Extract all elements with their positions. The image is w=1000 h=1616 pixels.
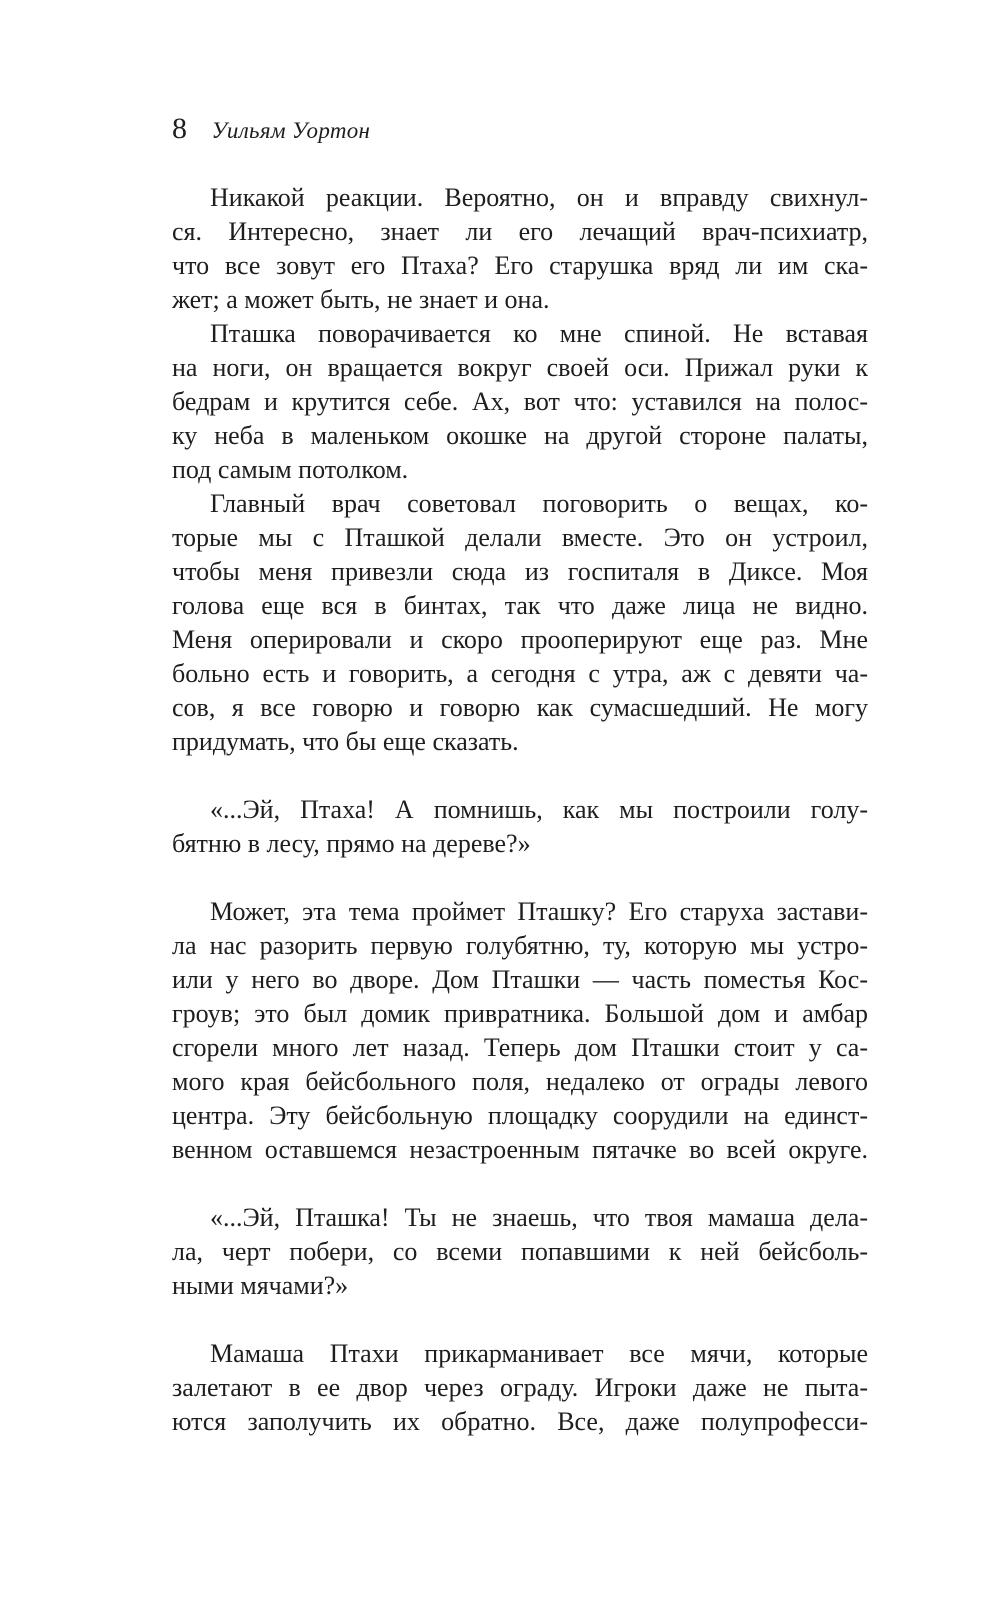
text-line: бедрам и крутится себе. Ах, вот что: уставился на полос- <box>172 387 868 416</box>
paragraph <box>172 487 868 759</box>
running-title: Уильям Уортон <box>211 118 371 143</box>
text-line: голова еще вся в бинтах, так что даже лица не видно. <box>172 591 868 620</box>
text-line: ку неба в маленьком окошке на другой стороне палаты, <box>172 421 868 450</box>
text-line: «...Эй, Птаха! А помнишь, как мы построили голу- <box>210 795 868 824</box>
text-line: что все зовут его Птаха? Его старушка вряд ли им ска- <box>172 251 868 280</box>
text-line: ла нас разорить первую голубятню, ту, которую мы устро- <box>172 931 868 960</box>
text-line: Может, эта тема проймет Пташку? Его старуха застави- <box>210 897 868 926</box>
text-line: ся. Интересно, знает ли его лечащий врач-психиатр, <box>172 217 868 246</box>
text-line: венном оставшемся незастроенным пятачке во всей округе. <box>172 1135 868 1164</box>
paragraph <box>172 181 868 317</box>
text-line: торые мы с Пташкой делали вместе. Это он устроил, <box>172 523 868 552</box>
text-line: придумать, что бы еще сказать. <box>172 727 519 756</box>
page-number: 8 <box>172 112 188 145</box>
text-line: чтобы меня привезли сюда из госпиталя в Диксе. Моя <box>172 557 868 586</box>
text-line: Главный врач советовал поговорить о вещах, ко- <box>210 489 868 518</box>
text-line: или у него во дворе. Дом Пташки — часть поместья Кос- <box>172 965 868 994</box>
text-line: сов, я все говорю и говорю как сумасшедший. Не могу <box>172 693 868 722</box>
text-line: залетают в ее двор через ограду. Игроки даже не пыта- <box>172 1373 868 1402</box>
text-line: на ноги, он вращается вокруг своей оси. Прижал руки к <box>172 353 868 382</box>
text-line: под самым потолком. <box>172 455 409 484</box>
paragraph <box>172 1337 868 1439</box>
text-line: Меня оперировали и скоро прооперируют еще раз. Мне <box>172 625 868 654</box>
text-line: ными мячами?» <box>172 1271 349 1300</box>
text-line: центра. Эту бейсбольную площадку соорудили на единст- <box>172 1101 868 1130</box>
paragraph <box>172 317 868 487</box>
quote-paragraph <box>172 793 868 861</box>
text-line: жет; а может быть, не знает и она. <box>172 285 550 314</box>
text-line: бятню в лесу, прямо на дереве?» <box>172 829 531 858</box>
text-line: больно есть и говорить, а сегодня с утра, аж с девяти ча- <box>172 659 868 688</box>
text-line: ла, черт побери, со всеми попавшими к ней бейсболь- <box>172 1237 868 1266</box>
text-line: Пташка поворачивается ко мне спиной. Не вставая <box>210 319 868 348</box>
text-line: мого края бейсбольного поля, недалеко от ограды левого <box>172 1067 868 1096</box>
text-line: «...Эй, Пташка! Ты не знаешь, что твоя мамаша дела- <box>210 1203 868 1232</box>
page-body <box>172 181 868 1439</box>
paragraph <box>172 895 868 1167</box>
text-line: гроув; это был домик привратника. Большой дом и амбар <box>172 999 868 1028</box>
quote-paragraph <box>172 1201 868 1303</box>
text-line: ются заполучить их обратно. Все, даже полупрофесси- <box>172 1407 868 1436</box>
text-line: сгорели много лет назад. Теперь дом Пташки стоит у са- <box>172 1033 868 1062</box>
text-line: Никакой реакции. Вероятно, он и вправду свихнул- <box>210 183 868 212</box>
text-line: Мамаша Птахи прикарманивает все мячи, которые <box>210 1339 868 1368</box>
page-header <box>172 112 868 148</box>
